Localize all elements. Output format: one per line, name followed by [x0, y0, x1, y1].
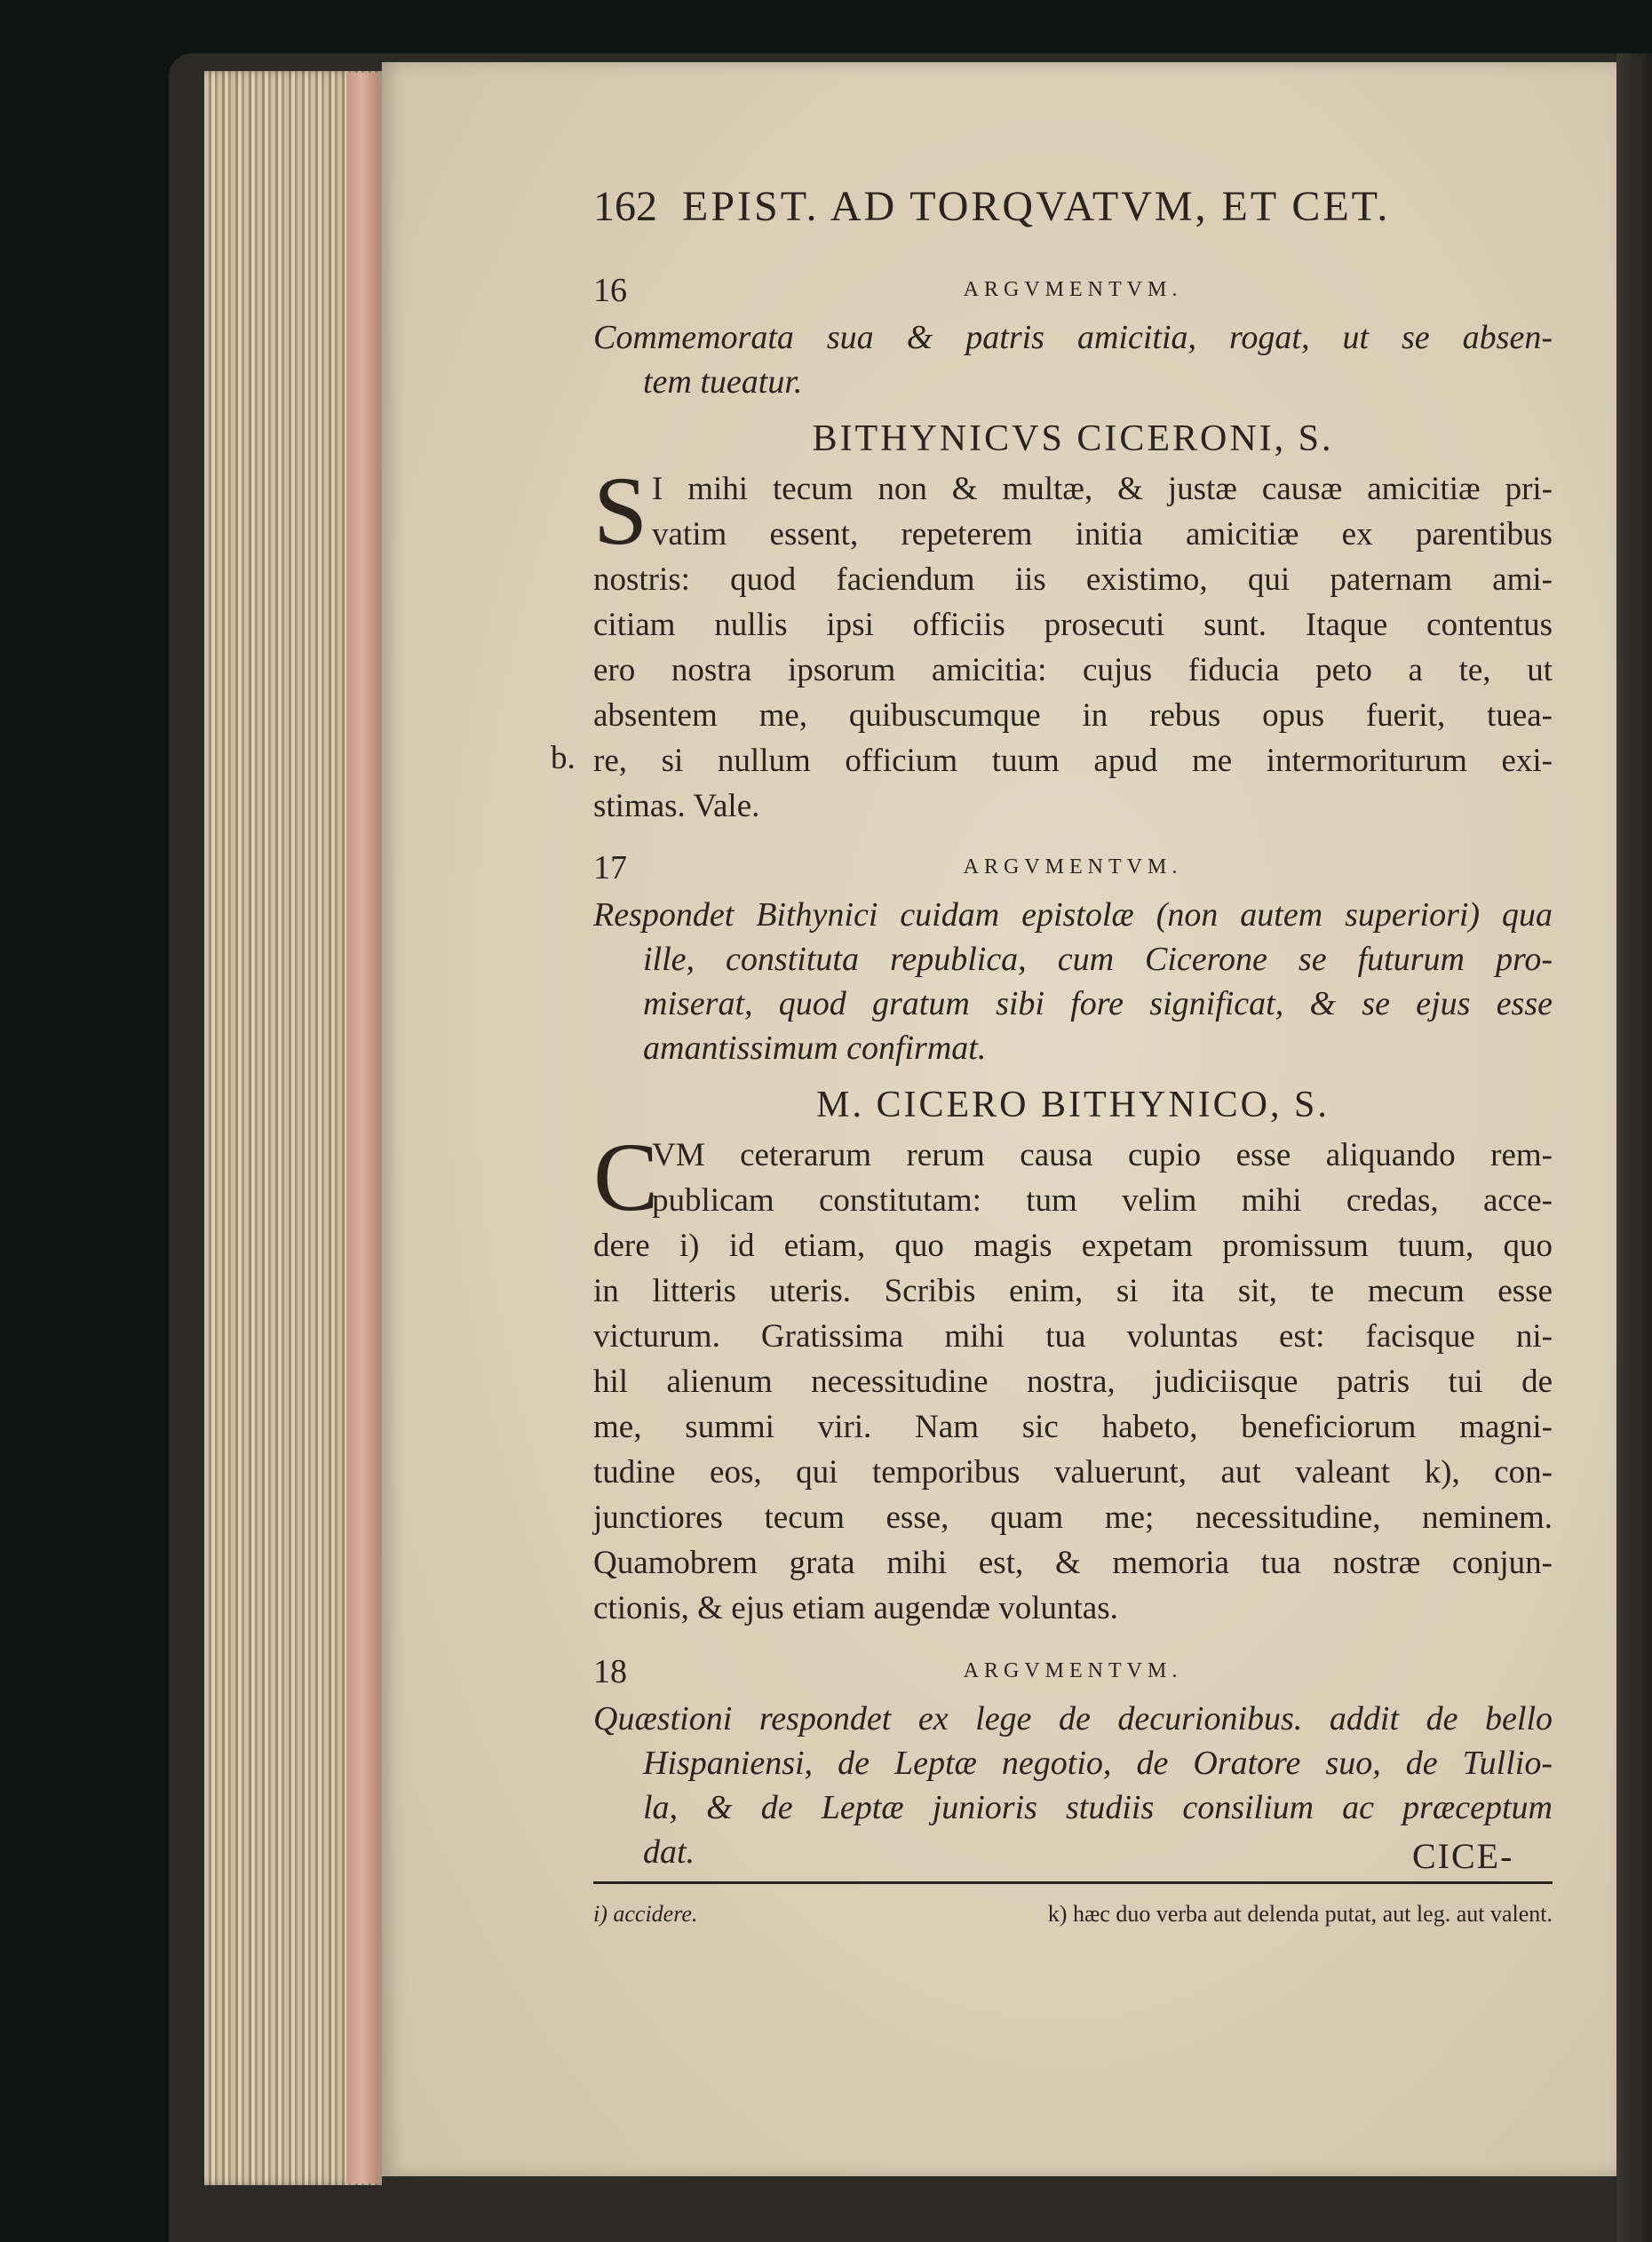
footnote-rule: [593, 1881, 1553, 1884]
argument-line: Commemorata sua & patris amicitia, rogat, ut se absen-: [593, 319, 1553, 356]
letter-number: 18: [593, 1653, 627, 1690]
drop-cap: S: [593, 457, 648, 565]
argument-line: Hispaniensi, de Leptæ negotio, de Oratore suo, de Tullio-: [643, 1745, 1553, 1782]
argument-label: ARGVMENTVM.: [963, 855, 1183, 879]
running-head: [593, 182, 1481, 231]
salutation-17: M. CICERO BITHYNICO, S.: [816, 1085, 1330, 1125]
argument-line: Respondet Bithynici cuidam epistolæ (non autem superiori) qua: [593, 896, 1553, 934]
argument-line: tem tueatur.: [643, 363, 803, 401]
body-line: vatim essent, repeterem initia amicitiæ ex parentibus: [652, 516, 1553, 553]
footnote-k: k) hæc duo verba aut delenda putat, aut leg. aut valent.: [1047, 1901, 1553, 1927]
drop-cap: C: [593, 1123, 659, 1231]
body-line: in litteris uteris. Scribis enim, si ita sit, te mecum esse: [593, 1273, 1553, 1309]
body-line: tudine eos, qui temporibus valuerunt, aut valeant k), con-: [593, 1454, 1553, 1491]
body-line: absentem me, quibuscumque in rebus opus fuerit, tuea-: [593, 697, 1553, 734]
salutation-16: BITHYNICVS CICERONI, S.: [812, 418, 1334, 459]
argument-heading-17: [593, 848, 1553, 884]
body-line: junctiores tecum esse, quam me; necessitudine, neminem.: [593, 1499, 1553, 1536]
argument-heading-18: [593, 1652, 1553, 1688]
letter-body-16: [593, 457, 1553, 829]
body-line: citiam nullis ipsi officiis prosecuti sunt. Itaque contentus: [593, 607, 1553, 643]
page-number: 162: [593, 183, 657, 230]
argument-label: ARGVMENTVM.: [963, 278, 1183, 301]
argument-line: amantissimum confirmat.: [643, 1030, 987, 1067]
footnote-i: i) accidere.: [593, 1901, 698, 1927]
body-line: re, si nullum officium tuum apud me intermoriturum exi-: [593, 743, 1553, 779]
letter-number: 17: [593, 849, 627, 886]
body-line: publicam constitutam: tum velim mihi credas, acce-: [652, 1182, 1553, 1219]
catchword: CICE-: [1412, 1836, 1514, 1876]
body-line: Quamobrem grata mihi est, & memoria tua nostræ conjun-: [593, 1545, 1553, 1581]
body-line: VM ceterarum rerum causa cupio esse aliquando rem-: [652, 1137, 1553, 1173]
argument-heading-16: [593, 271, 1553, 309]
body-line: I mihi tecum non & multæ, & justæ causæ amicitiæ pri-: [652, 471, 1553, 507]
footnotes: [593, 1901, 1553, 1928]
facing-page-edge: [1616, 53, 1652, 2242]
argument-text-17: [593, 893, 1553, 1070]
letter-number: 16: [593, 272, 627, 309]
argument-line: ille, constituta republica, cum Cicerone se futurum pro-: [643, 941, 1553, 978]
body-line: dere i) id etiam, quo magis expetam promissum tuum, quo: [593, 1228, 1553, 1264]
argument-line: la, & de Leptæ junioris studiis consilium ac præceptum: [643, 1789, 1553, 1826]
running-title: EPIST. AD TORQVATVM, ET CET.: [682, 183, 1391, 230]
body-line: ctionis, & ejus etiam augendæ voluntas.: [593, 1590, 1118, 1626]
body-line: nostris: quod faciendum iis existimo, qui paternam ami-: [593, 561, 1553, 598]
red-edge: [346, 73, 378, 2183]
argument-text-16: [593, 315, 1553, 404]
body-line: hil alienum necessitudine nostra, judiciisque patris tui de: [593, 1363, 1553, 1400]
body-line: me, summi viri. Nam sic habeto, beneficiorum magni-: [593, 1409, 1553, 1445]
body-line: victurum. Gratissima mihi tua voluntas est: facisque ni-: [593, 1318, 1553, 1355]
argument-line: Quæstioni respondet ex lege de decurionibus. addit de bello: [593, 1700, 1553, 1737]
body-line: stimas. Vale.: [593, 788, 760, 824]
body-line: ero nostra ipsorum amicitia: cujus fiducia peto a te, ut: [593, 652, 1553, 688]
argument-text-18: [593, 1697, 1553, 1874]
argument-line: miserat, quod gratum sibi fore significat, & se ejus esse: [643, 985, 1553, 1022]
argument-line: dat.: [643, 1833, 695, 1871]
margin-note: b.: [551, 740, 576, 776]
letter-body-17: [593, 1123, 1553, 1631]
argument-label: ARGVMENTVM.: [963, 1659, 1183, 1682]
